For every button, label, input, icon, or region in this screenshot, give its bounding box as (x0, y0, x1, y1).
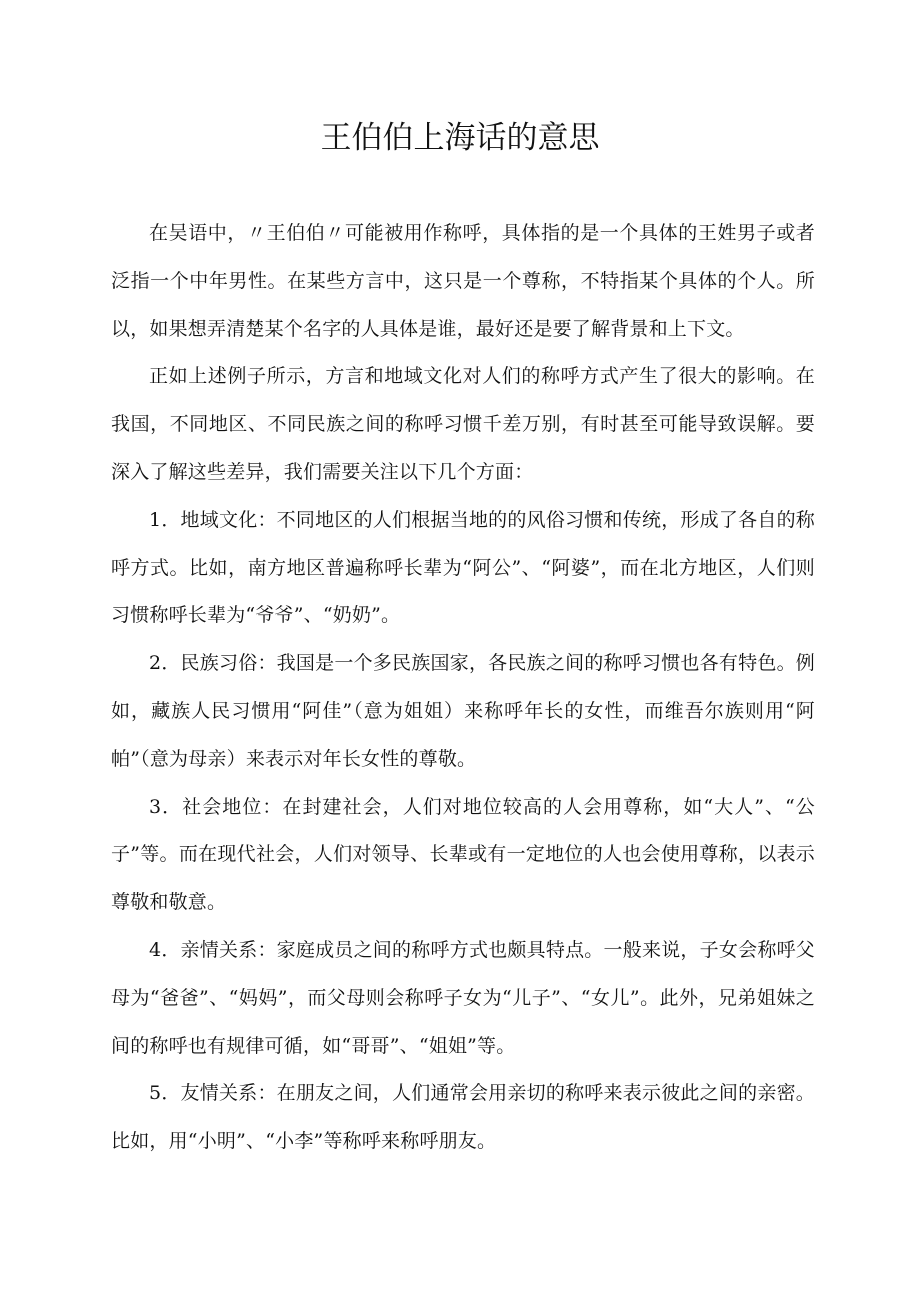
document-title: 王伯伯上海话的意思 (320, 120, 600, 156)
paragraph-intro: 在吴语中，〃王伯伯〃可能被用作称呼，具体指的是一个具体的王姓男子或者泛指一个中年男性。在某些方言中，这只是一个尊称，不特指某个具体的个人。所以，如果想弄清楚某个名字的人具体是谁，最好还是要了解背景和上下文。 (111, 222, 815, 340)
paragraph-item-4: 4．亲情关系：家庭成员之间的称呼方式也颇具特点。一般来说，子女会称呼父母为“爸爸”、“妈妈”，而父母则会称呼子女为“儿子”、“女儿”。此外，兄弟姐妹之间的称呼也有规律可循，如“哥哥”、“姐姐”等。 (111, 938, 815, 1057)
document-body (111, 210, 815, 1166)
paragraph-overview: 正如上述例子所示，方言和地域文化对人们的称呼方式产生了很大的影响。在我国，不同地区、不同民族之间的称呼习惯千差万别，有时甚至可能导致误解。要深入了解这些差异，我们需要关注以下几个方面： (111, 365, 815, 483)
paragraph-item-3: 3．社会地位：在封建社会，人们对地位较高的人会用尊称，如“大人”、“公子”等。而在现代社会，人们对领导、长辈或有一定地位的人也会使用尊称，以表示尊敬和敬意。 (111, 795, 815, 914)
paragraph-item-2: 2．民族习俗：我国是一个多民族国家，各民族之间的称呼习惯也各有特色。例如，藏族人民习惯用“阿佳”（意为姐姐）来称呼年长的女性，而维吾尔族则用“阿帕”（意为母亲）来表示对年长女性的尊敬。 (111, 652, 815, 770)
paragraph-item-1: 1．地域文化：不同地区的人们根据当地的的风俗习惯和传统，形成了各自的称呼方式。比如，南方地区普遍称呼长辈为“阿公”、“阿婆”，而在北方地区，人们则习惯称呼长辈为“爷爷”、“奶奶”。 (111, 508, 815, 627)
paragraph-item-5: 5．友情关系：在朋友之间，人们通常会用亲切的称呼来表示彼此之间的亲密。比如，用“小明”、“小李”等称呼来称呼朋友。 (111, 1082, 815, 1153)
